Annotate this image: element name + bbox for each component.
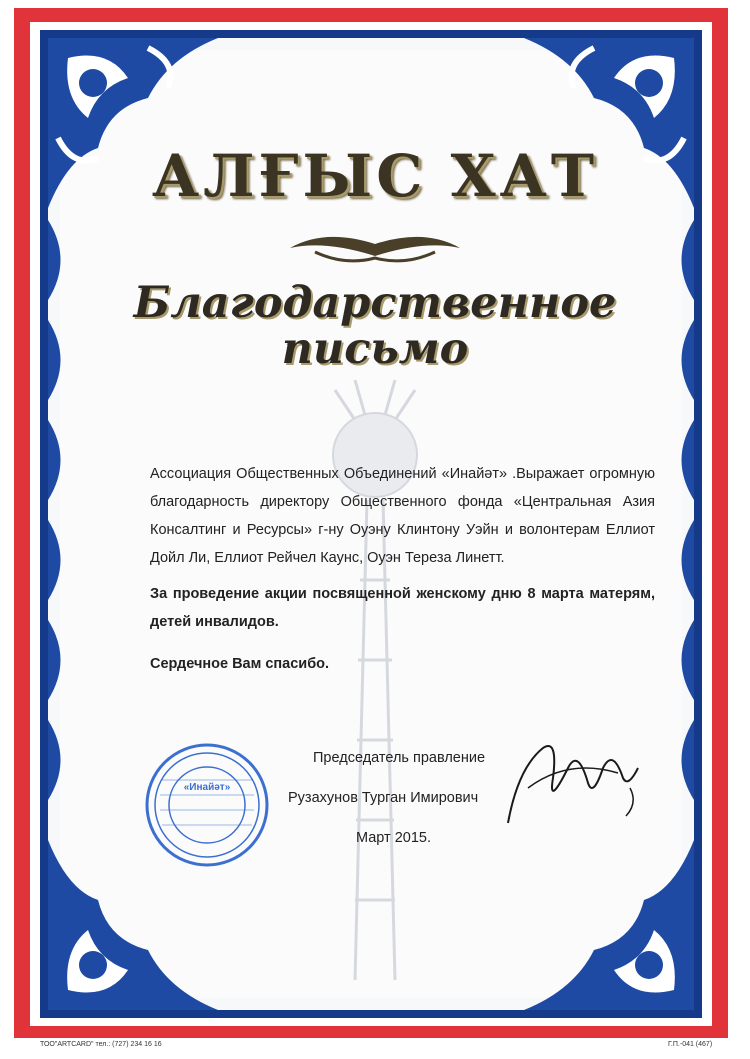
stamp-center-title: «Инайәт»	[183, 782, 231, 793]
issue-date: Март 2015.	[356, 830, 432, 846]
title-line-1: Благодарственное	[133, 278, 617, 328]
handwritten-signature-icon	[498, 728, 648, 828]
certificate-body	[150, 460, 655, 678]
title-line-2: письмо	[281, 324, 469, 374]
signatory-role: Председатель правление	[313, 750, 486, 766]
ornament-corner-bottom-right-icon	[524, 840, 694, 1010]
reason-paragraph: За проведение акции посвященной женскому дню 8 марта матерям, детей инвалидов.	[150, 586, 655, 630]
printer-info: ТОО"ARTCARD" тел.: (727) 234 16 16	[40, 1041, 162, 1048]
signatory-name: Рузахунов Турган Имирович	[288, 790, 479, 806]
certificate-title-russian	[0, 280, 750, 372]
certificate-title-kazakh: АЛҒЫС ХАТ	[151, 142, 599, 210]
form-code: Г.П.-041 (467)	[668, 1041, 713, 1048]
gratitude-paragraph: Ассоциация Общественных Объединений «Инайәт» .Выражает огромную благодарность директору Общественного фонда «Центральная Азия Консалтинг и Ресурсы» г-ну Оуэну Клинтону Уэйн и волонтерам Еллиот Дойл Ли, Еллиот Рейчел Каунс, Оуэн Тереза Линетт.	[150, 466, 655, 566]
official-stamp-icon	[142, 740, 272, 870]
title-divider-ornament-icon	[285, 226, 465, 270]
thanks-line: Сердечное Вам спасибо.	[150, 656, 330, 672]
